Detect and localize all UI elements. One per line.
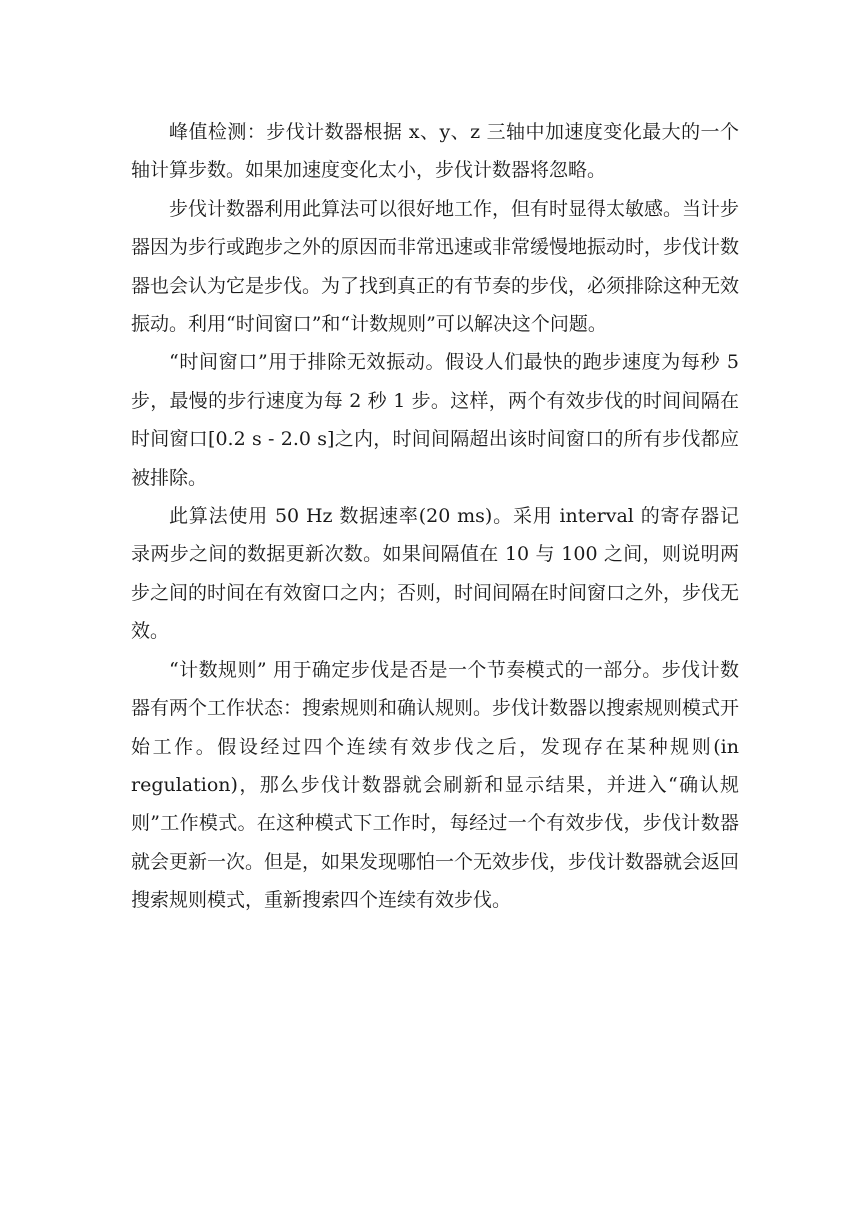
document-body [131, 113, 739, 920]
paragraph-sensitivity: 步伐计数器利用此算法可以很好地工作，但有时显得太敏感。当计步器因为步行或跑步之外的原因而非常迅速或非常缓慢地振动时，步伐计数器也会认为它是步伐。为了找到真正的有节奏的步伐，必须排除这种无效振动。利用“时间窗口”和“计数规则”可以解决这个问题。 [131, 197, 740, 336]
paragraph-data-rate: 此算法使用 50 Hz 数据速率(20 ms)。采用 interval 的寄存器记录两步之间的数据更新次数。如果间隔值在 10 与 100 之间，则说明两步之间的时间在有效窗口之内；否则，时间间隔在时间窗口之外，步伐无效。 [131, 505, 740, 643]
paragraph-peak-detection: 峰值检测：步伐计数器根据 x、y、z 三轴中加速度变化最大的一个轴计算步数。如果加速度变化太小，步伐计数器将忽略。 [131, 121, 739, 182]
paragraph-counting-rule: “计数规则” 用于确定步伐是否是一个节奏模式的一部分。步伐计数器有两个工作状态：搜索规则和确认规则。步伐计数器以搜索规则模式开始工作。假设经过四个连续有效步伐之后，发现存在某种规则(in regulation)，那么步伐计数器就会刷新和显示结果，并进入“确认规则”工作模式。在这种模式下工作时，每经过一个有效步伐，步伐计数器就会更新一次。但是，如果发现哪怕一个无效步伐，步伐计数器就会返回搜索规则模式，重新搜索四个连续有效步伐。 [131, 658, 740, 912]
paragraph-time-window: “时间窗口”用于排除无效振动。假设人们最快的跑步速度为每秒 5 步，最慢的步行速度为每 2 秒 1 步。这样，两个有效步伐的时间间隔在时间窗口[0.2 s - 2.0 s]之内，时间间隔超出该时间窗口的所有步伐都应被排除。 [131, 351, 739, 489]
